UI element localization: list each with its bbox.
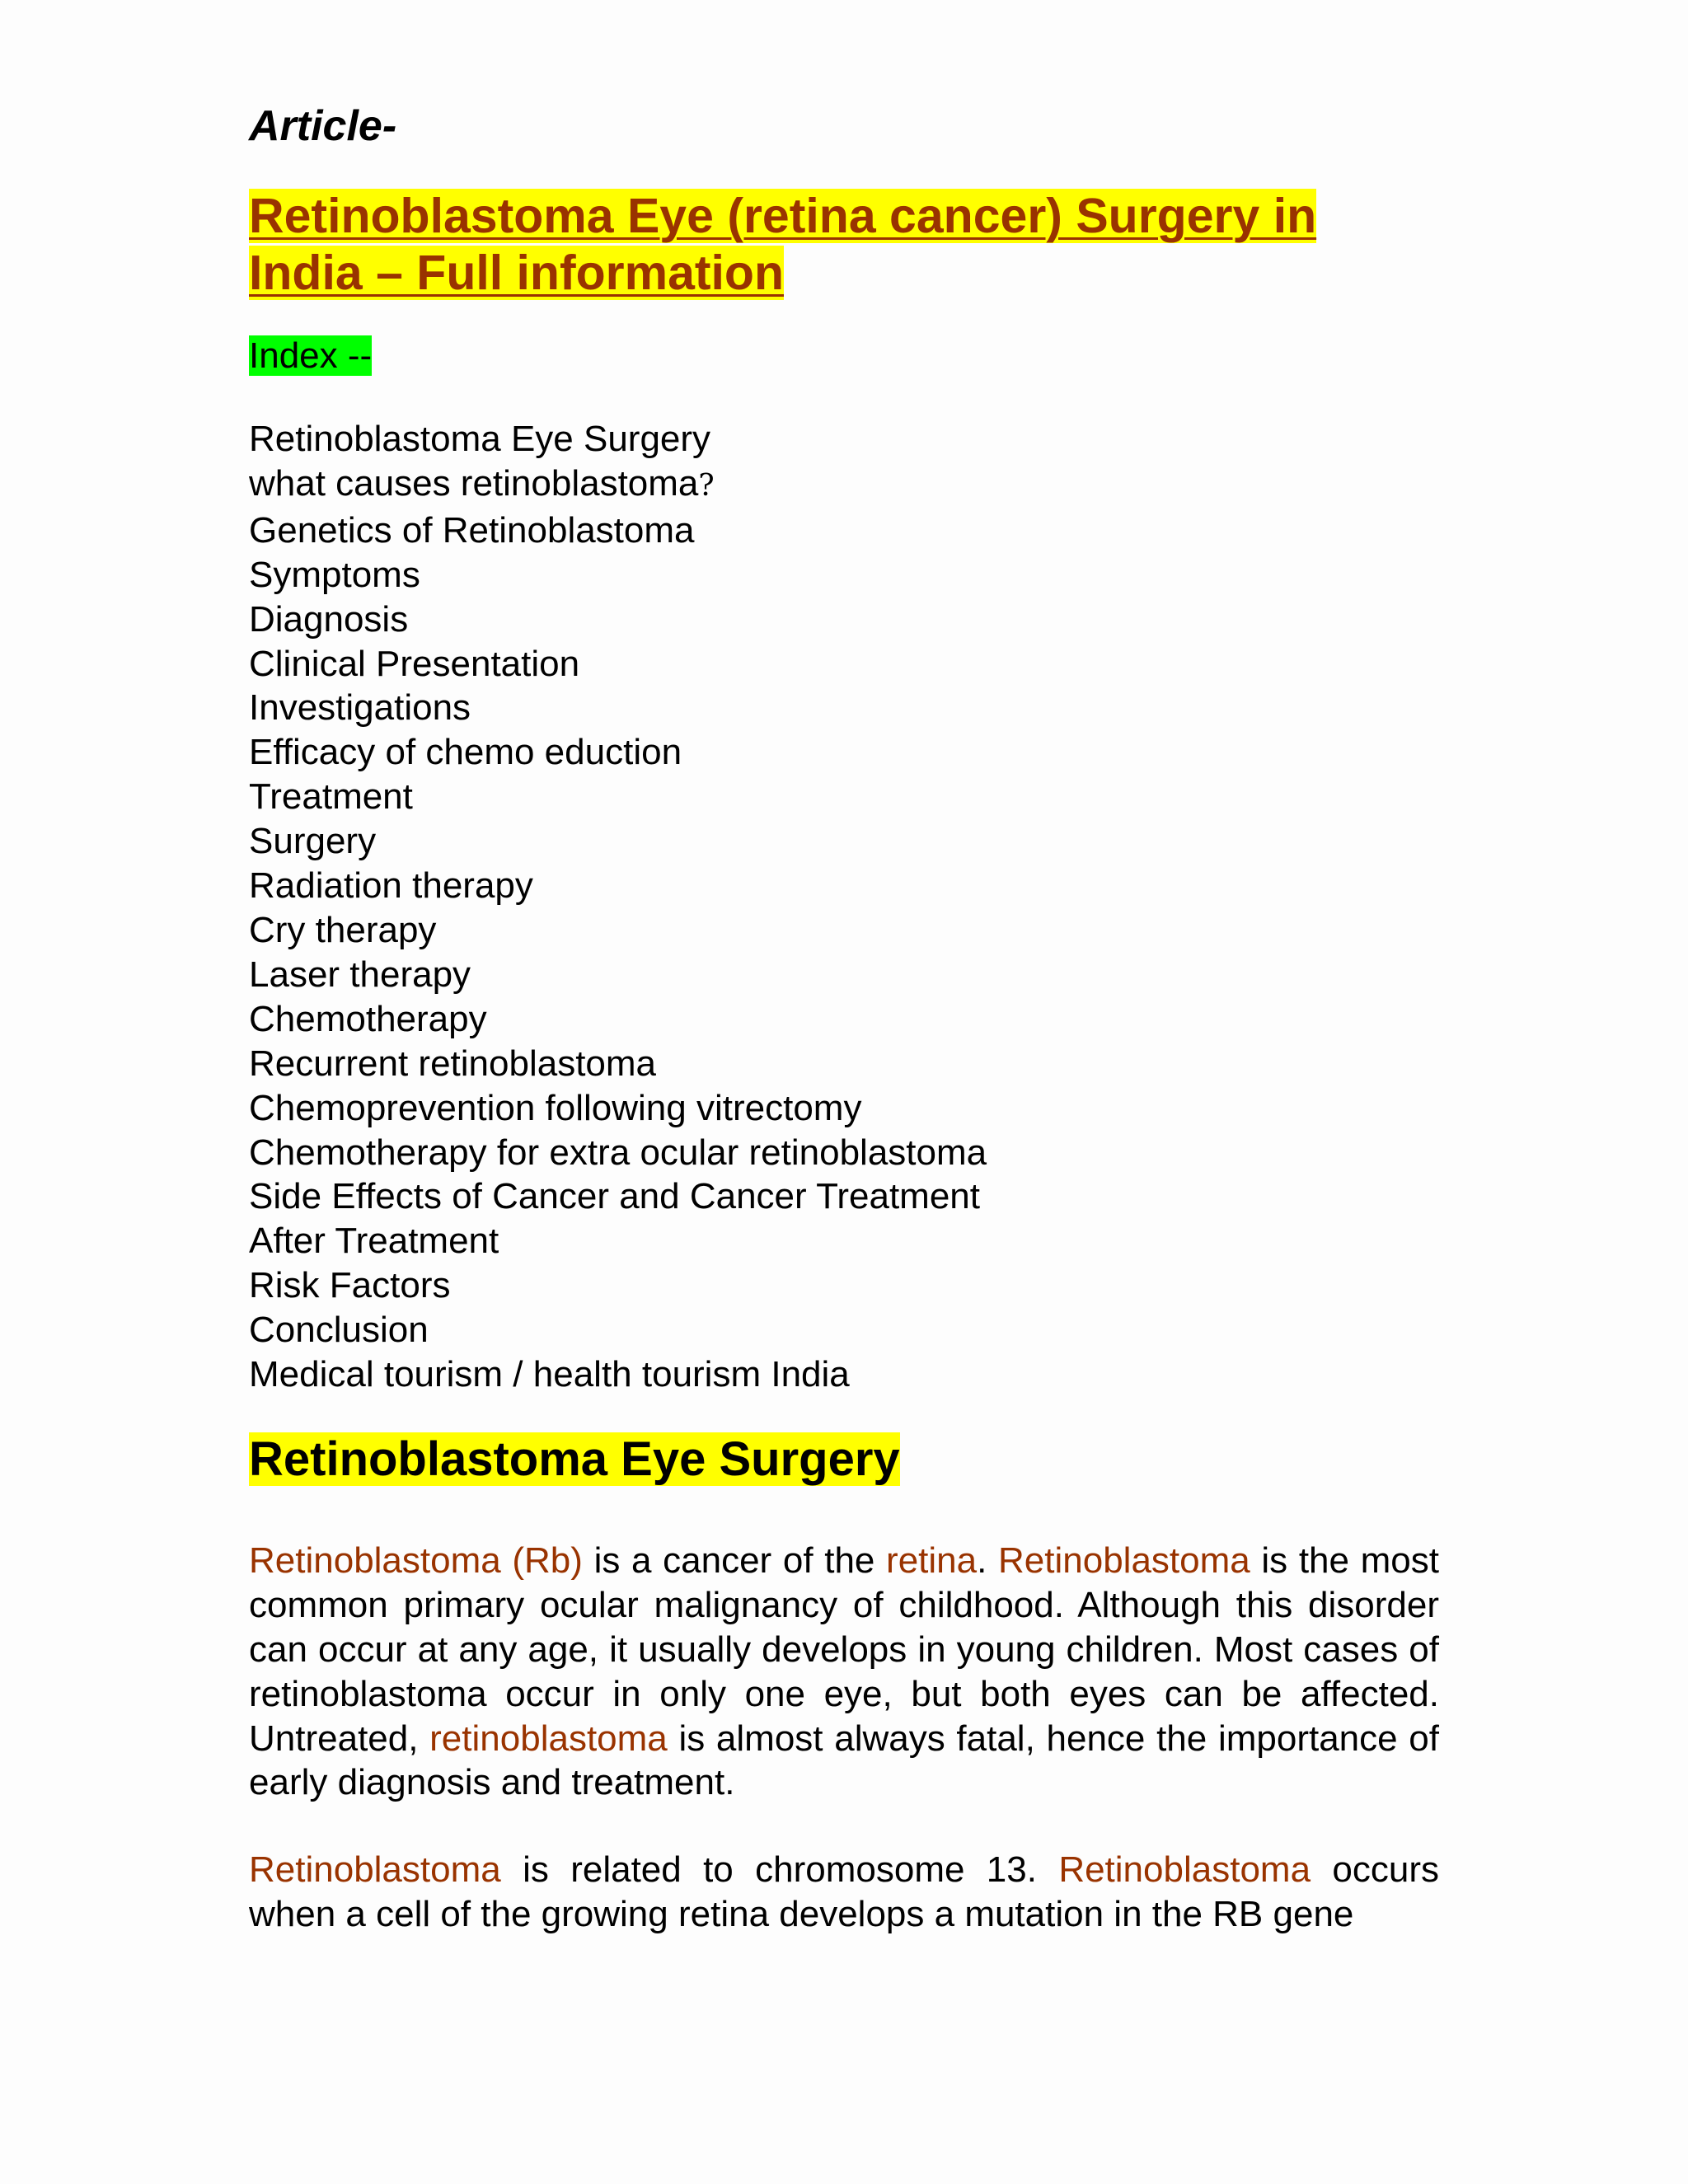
toc-item-what-causes-mark: ? — [698, 468, 715, 503]
toc-item-side-effects: Side Effects of Cancer and Cancer Treatment — [249, 1176, 980, 1217]
link-retinoblastoma-chromosome[interactable]: Retinoblastoma — [249, 1849, 501, 1891]
link-retinoblastoma-untreated[interactable]: retinoblastoma — [429, 1718, 668, 1759]
paragraph-chromosome — [249, 1848, 1439, 1937]
article-label: Article- — [249, 102, 397, 150]
paragraph-intro-text4: is almost always fatal, hence the importance of early diagnosis and treatment. — [249, 1718, 1439, 1803]
toc-item-what-causes-text: what causes retinoblastoma — [249, 462, 699, 504]
section-heading — [249, 1430, 1439, 1489]
article-title-line1[interactable]: Retinoblastoma Eye (retina cancer) Surgery in — [249, 189, 1317, 243]
toc-item-clinical-presentation: Clinical Presentation — [249, 643, 580, 684]
index-label-text: Index -- — [249, 335, 373, 376]
toc-item-chemoprevention: Chemoprevention following vitrectomy — [249, 1087, 862, 1128]
paragraph-intro-text3: is the most common primary ocular malignancy of childhood. Although this disorder can occur at any age, it usually develops in young children. Most cases of retinoblastoma occur in only one eye, but both eyes can be affected. Untreated, — [249, 1540, 1440, 1759]
table-of-contents — [249, 417, 1439, 1397]
paragraph-intro-text1: is a cancer of the — [582, 1540, 887, 1581]
paragraph-intro-text2: . — [977, 1540, 999, 1581]
paragraph-intro — [249, 1539, 1439, 1805]
article-title-line2[interactable]: India – Full information — [249, 246, 784, 300]
toc-item-genetics: Genetics of Retinoblastoma — [249, 509, 695, 551]
link-retinoblastoma-rb[interactable]: Retinoblastoma (Rb) — [249, 1540, 583, 1581]
toc-item-symptoms: Symptoms — [249, 554, 420, 595]
toc-item-what-causes — [249, 462, 1439, 509]
section-heading-text: Retinoblastoma Eye Surgery — [249, 1432, 900, 1486]
link-retina[interactable]: retina — [886, 1540, 978, 1581]
toc-item-retinoblastoma-eye-surgery: Retinoblastoma Eye Surgery — [249, 419, 711, 459]
toc-item-diagnosis: Diagnosis — [249, 598, 409, 640]
toc-item-surgery: Surgery — [249, 821, 377, 862]
document-page — [249, 101, 1439, 1937]
link-retinoblastoma-occurs[interactable]: Retinoblastoma — [1058, 1849, 1311, 1891]
link-retinoblastoma[interactable]: Retinoblastoma — [998, 1540, 1250, 1581]
index-label — [249, 335, 1439, 377]
toc-item-risk-factors: Risk Factors — [249, 1265, 451, 1306]
toc-item-laser-therapy: Laser therapy — [249, 954, 471, 995]
toc-item-efficacy-chemo: Efficacy of chemo eduction — [249, 732, 682, 773]
article-title[interactable] — [249, 188, 1439, 302]
toc-item-conclusion: Conclusion — [249, 1310, 429, 1351]
toc-item-chemotherapy: Chemotherapy — [249, 998, 487, 1039]
paragraph-chromosome-text1: is related to chromosome 13. — [500, 1849, 1059, 1891]
toc-item-cry-therapy: Cry therapy — [249, 909, 437, 950]
toc-item-treatment: Treatment — [249, 776, 413, 818]
toc-item-chemo-extra-ocular: Chemotherapy for extra ocular retinoblastoma — [249, 1132, 987, 1173]
paragraph-chromosome-text2: occurs when a cell of the growing retina develops a mutation in the RB gene — [249, 1849, 1439, 1935]
toc-item-medical-tourism: Medical tourism / health tourism India — [249, 1354, 850, 1395]
toc-item-radiation-therapy: Radiation therapy — [249, 865, 533, 907]
toc-item-investigations: Investigations — [249, 687, 471, 729]
toc-item-after-treatment: After Treatment — [249, 1221, 499, 1262]
toc-item-recurrent: Recurrent retinoblastoma — [249, 1043, 657, 1084]
